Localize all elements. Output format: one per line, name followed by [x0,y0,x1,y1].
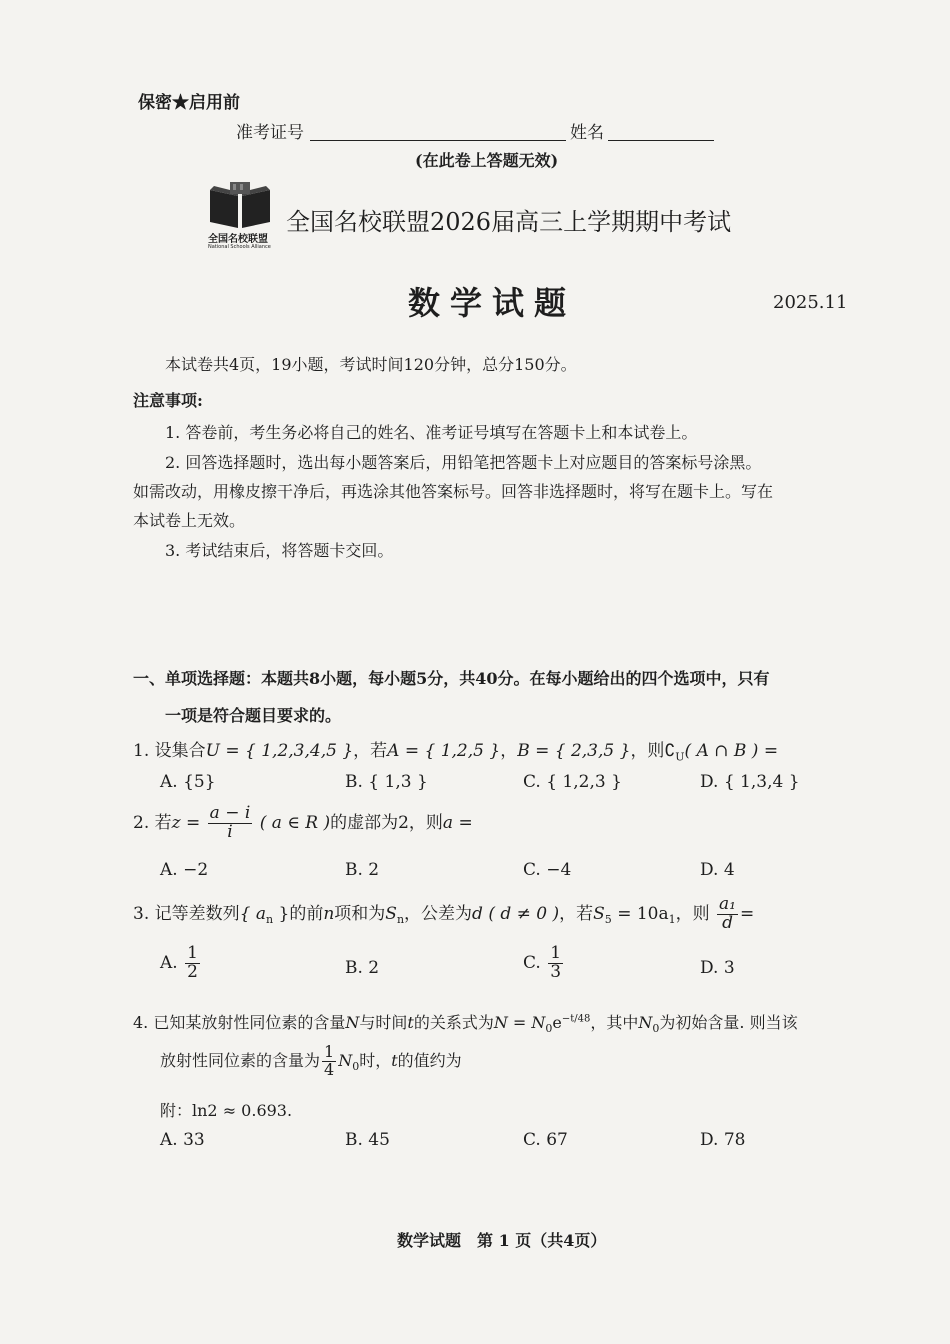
q1-option-c[interactable]: C. { 1,2,3 } [523,772,622,792]
q1-sep: ， [500,741,518,761]
q4-line2-t: t [391,1050,398,1070]
q3-option-a-fraction [185,945,200,982]
q4-option-a[interactable]: A. 33 [160,1130,205,1150]
note-1: 1. 答卷前，考生务必将自己的姓名、准考证号填写在答题卡上和本试卷上。 [165,423,698,442]
q4-text-e: 为初始含量. 则当该 [659,1013,798,1032]
q4-fraction [322,1044,336,1079]
alliance-logo [204,180,276,256]
q4-line2-b: 时， [359,1050,392,1070]
q4-formula-sub: 0 [545,1022,553,1036]
q3-frac-num: a₁ [719,894,736,914]
q3-seq-sub: n [266,913,274,927]
q3-text-c: 项和为 [334,903,386,924]
exam-date: 2025.11 [773,292,848,313]
q4-text-c: 的关系式为 [413,1013,494,1032]
q3-s: S [385,903,397,924]
q3-eq-s-sub: 5 [604,913,612,927]
q4-n0: N [638,1013,653,1032]
note-2: 2. 回答选择题时，选出每小题答案后，用铅笔把答题卡上对应题目的答案标号涂黑。 [165,453,762,472]
section-1-heading-cont: 一项是符合题目要求的。 [165,706,342,725]
q4-number: 4. [133,1013,149,1032]
q3-option-c-label: C. [523,952,541,973]
q4-formula-lhs: N = N [493,1013,546,1032]
q3-seq: { a [239,903,266,924]
q3-text-b: 的前 [289,903,324,924]
logo-en-text: National Schools Alliance [208,244,271,250]
q2-option-c[interactable]: C. −4 [523,860,572,880]
q3-option-d[interactable]: D. 3 [700,958,735,978]
q2-pre: 若 [154,812,172,833]
q3-seq-close: } [273,903,290,924]
q2-option-a[interactable]: A. −2 [160,860,209,880]
q4-frac-den: 4 [324,1059,335,1079]
q2-ask: a = [442,812,473,833]
q2-z: z = [171,812,201,833]
q3-option-a[interactable] [160,945,202,982]
q2-frac-num: a − i [209,803,251,823]
q1-set-b: B = { 2,3,5 } [517,741,631,761]
q4-n0-sub: 0 [652,1022,660,1036]
q4-line2-a: 放射性同位素的含量为 [160,1050,321,1070]
q2-option-d[interactable]: D. 4 [700,860,735,880]
q3-option-a-num: 1 [187,943,198,963]
q4-text-d: ，其中 [590,1013,639,1032]
q4-line2-n: N [338,1050,353,1070]
q1-complement: ∁ [664,741,676,761]
q3-eq-s: S [593,903,605,924]
q4-text-a: 已知某放射性同位素的含量 [153,1013,346,1032]
q1-set-u: U = { 1,2,3,4,5 } [205,741,354,761]
q1-complement-sub: U [675,750,685,764]
q4-option-c[interactable]: C. 67 [523,1130,568,1150]
q3-option-a-label: A. [160,952,178,973]
q3-option-c-fraction [548,945,563,982]
name-label: 姓名 [570,123,604,143]
q2-option-b[interactable]: B. 2 [345,860,380,880]
q4-formula-e: e [552,1013,562,1032]
question-2 [133,805,473,842]
note-2-end: 本试卷上无效。 [133,511,246,530]
logo-cn-text: 全国名校联盟 [208,234,268,245]
invalid-note: (在此卷上答题无效) [415,151,559,170]
q2-condition: ( a ∈ R ) [259,812,331,833]
name-blank[interactable] [608,140,714,141]
q4-option-b[interactable]: B. 45 [345,1130,390,1150]
subject-title: 数学试题 [408,284,577,322]
q3-tail: = [739,903,755,924]
question-1 [133,736,778,763]
q3-frac-den: d [717,914,738,933]
notes-heading: 注意事项: [133,391,203,410]
q1-option-b[interactable]: B. { 1,3 } [345,772,428,792]
q3-eq-rhs-sub: 1 [668,913,676,927]
q3-number: 3. [133,903,150,924]
q1-expr: ( A ∩ B ) = [684,741,779,761]
q3-d-cond: d ( d ≠ 0 ) [472,903,560,924]
q4-line2-sub: 0 [352,1059,360,1073]
q3-option-c-num: 1 [550,943,562,963]
q3-n: n [323,903,335,924]
q3-text-d: ，公差为 [404,903,473,924]
note-3: 3. 考试结束后，将答题卡交回。 [165,541,394,560]
alliance-exam-title: 全国名校联盟2026届高三上学期期中考试 [286,208,732,236]
q1-stem: 设集合 [154,741,206,761]
q4-option-d[interactable]: D. 78 [700,1130,746,1150]
exam-number-label: 准考证号 [236,123,304,143]
question-4 [133,1010,798,1035]
q1-number: 1. [133,741,150,761]
q4-hint: 附：ln2 ≈ 0.693. [160,1101,293,1120]
q3-option-a-den: 2 [187,961,198,982]
q3-fraction [717,896,738,933]
q4-formula-exp: −t/48 [561,1013,591,1025]
q3-text-e: ，若 [559,903,594,924]
question-4-line2 [160,1044,462,1079]
q4-n: N [345,1013,360,1032]
q2-post: 的虚部为2，则 [330,812,443,833]
q1-stem-c: ，则 [630,741,665,761]
q4-line2-c: 的值约为 [397,1050,462,1070]
q3-text-a: 记等差数列 [154,903,240,924]
note-2-cont: 如需改动，用橡皮擦干净后，再选涂其他答案标号。回答非选择题时，将写在题卡上。写在 [133,482,774,501]
exam-number-blank[interactable] [310,140,566,141]
q3-option-c[interactable] [523,945,565,982]
confidential-mark: 保密★启用前 [138,93,240,113]
q3-s-sub: n [396,913,405,927]
q1-option-d[interactable]: D. { 1,3,4 } [700,772,800,792]
exam-intro: 本试卷共4页，19小题，考试时间120分钟，总分150分。 [165,355,577,374]
page-footer: 数学试题 第 1 页（共4页） [397,1231,607,1250]
q3-eq-rhs: = 10a [611,903,669,924]
question-3 [133,896,754,933]
open-book-icon [204,180,276,230]
q1-option-a[interactable]: A. {5} [160,772,216,792]
q4-text-b: 与时间 [359,1013,408,1032]
q3-option-c-den: 3 [550,961,562,982]
q3-option-b[interactable]: B. 2 [345,958,380,978]
q3-text-f: ，则 [675,903,710,924]
section-1-heading: 一、单项选择题：本题共8小题，每小题5分，共40分。在每小题给出的四个选项中，只有 [133,669,770,688]
q1-stem-b: ，若 [353,741,388,761]
q4-frac-num: 1 [324,1042,335,1061]
q4-t: t [407,1013,414,1032]
q2-number: 2. [133,812,150,833]
q1-set-a: A = { 1,2,5 } [387,741,501,761]
q2-fraction [208,805,253,842]
q2-frac-den: i [208,823,253,842]
